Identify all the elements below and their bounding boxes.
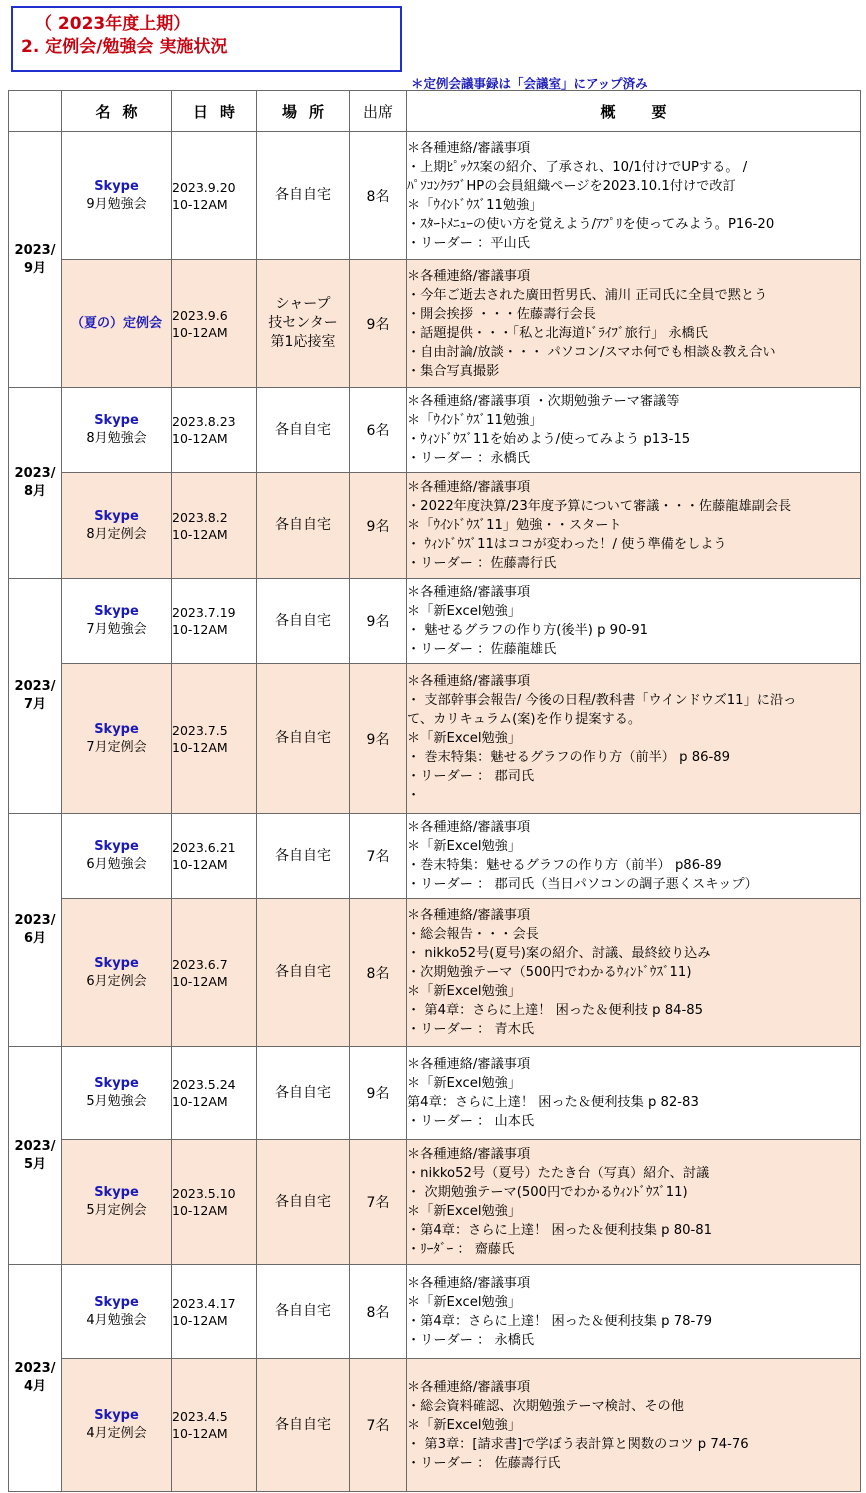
header-summary: 概要 xyxy=(407,91,861,132)
meeting-name-cell xyxy=(62,388,172,473)
place-cell xyxy=(257,814,350,899)
meeting-place: 各自自宅 xyxy=(275,1303,331,1319)
summary-cell xyxy=(407,1265,861,1359)
meeting-name-cell xyxy=(62,1265,172,1359)
summary-cell xyxy=(407,579,861,664)
meeting-name: 8月勉強会 xyxy=(86,431,147,446)
summary-line: ＊各種連絡/審議事項 xyxy=(407,1147,531,1162)
summary-line: 第4章：さらに上達！ 困った＆便利技集 p 82-83 xyxy=(407,1095,699,1110)
meeting-place: 各自自宅 xyxy=(275,847,331,864)
month-cell xyxy=(9,579,62,814)
summary-cell xyxy=(407,1359,861,1492)
meeting-name-cell xyxy=(62,473,172,579)
summary-line: ＊「新Excel勉強」 xyxy=(407,731,522,746)
summary-line: ・ 次期勉強テーマ(500円でわかるｳｨﾝﾄﾞｳｽﾞ11) xyxy=(407,1185,688,1200)
meeting-time: 10-12AM xyxy=(172,431,228,446)
meeting-name: 5月定例会 xyxy=(86,1203,147,1218)
summary-line: ・総会報告・・・会長 xyxy=(407,927,539,942)
table-row xyxy=(9,388,861,473)
meeting-place-line3: 第1応接室 xyxy=(270,334,336,350)
summary-cell xyxy=(407,473,861,579)
summary-line: ・リーダー ： 永橋氏 xyxy=(407,1332,535,1348)
summary-line: ・第4章：さらに上達！ 困った＆便利技集 p 80-81 xyxy=(407,1223,713,1238)
meeting-place: 各自自宅 xyxy=(275,730,331,746)
attendance-cell: 8名 xyxy=(350,899,407,1047)
month-label: 6月 xyxy=(23,931,47,946)
summary-line: ・今年ご逝去された廣田哲男氏、浦川 正司氏に全員で黙とう xyxy=(407,287,768,303)
summary-line: ＊「新Excel勉強」 xyxy=(407,604,522,619)
place-cell xyxy=(257,899,350,1047)
table-row xyxy=(9,1140,861,1265)
meeting-date: 2023.8.2 xyxy=(172,509,228,525)
summary-line: ＊各種連絡/審議事項 xyxy=(407,480,531,495)
skype-label: Skype xyxy=(94,1185,139,1200)
meeting-name: 5月勉強会 xyxy=(86,1094,147,1109)
meeting-place: 各自自宅 xyxy=(275,612,331,629)
meeting-time: 10-12AM xyxy=(172,324,228,340)
month-year: 2023/ xyxy=(14,242,56,258)
summary-line: ・ｽﾀｰﾄﾒﾆｭｰの使い方を覚えよう/ｱﾌﾟﾘを使ってみよう。P16-20 xyxy=(407,216,775,232)
meeting-name: 9月勉強会 xyxy=(86,196,147,212)
summary-line: ・リーダー ： 青木氏 xyxy=(407,1022,535,1037)
table-row xyxy=(9,814,861,899)
table-row xyxy=(9,1359,861,1492)
meeting-place: 各自自宅 xyxy=(275,1193,331,1210)
summary-line: ・ nikko52号(夏号)案の紹介、討議、最終絞り込み xyxy=(407,946,711,961)
attendance-cell: 9名 xyxy=(350,1047,407,1140)
attendance-cell: 9名 xyxy=(350,473,407,579)
summary-line: ・nikko52号（夏号）たたき台（写真）紹介、討議 xyxy=(407,1166,710,1181)
meeting-date: 2023.5.24 xyxy=(172,1077,236,1092)
summary-line: ・リーダー ： 郡司氏（当日パソコンの調子悪くスキップ） xyxy=(407,877,758,892)
summary-line: ＊各種連絡/審議事項 xyxy=(407,1275,531,1291)
report-period-title: （ 2023年度上期） xyxy=(35,14,191,34)
summary-line: ・リーダー ：佐藤壽行氏 xyxy=(407,556,557,571)
datetime-cell xyxy=(172,664,257,814)
skype-label: Skype xyxy=(94,604,139,619)
summary-line: ・ 第3章：[請求書]で学ぼう表計算と関数のコツ p 74-76 xyxy=(407,1436,749,1452)
meeting-name-cell xyxy=(62,579,172,664)
table-row xyxy=(9,1047,861,1140)
summary-line: ・ﾘｰﾀﾞｰ ： 齋藤氏 xyxy=(407,1242,515,1257)
month-year: 2023/ xyxy=(14,913,56,928)
datetime-cell xyxy=(172,899,257,1047)
summary-line: ＊「ｳｲﾝﾄﾞｳｽﾞ11勉強」 xyxy=(407,197,543,213)
summary-line: ＊「新Excel勉強」 xyxy=(407,1204,522,1219)
header-place: 場所 xyxy=(257,91,350,132)
skype-label: Skype xyxy=(94,413,139,428)
meeting-name-cell xyxy=(62,664,172,814)
place-cell xyxy=(257,473,350,579)
meeting-time: 10-12AM xyxy=(172,1426,228,1441)
meeting-name: 6月定例会 xyxy=(86,973,147,989)
summary-line: ・ 第4章：さらに上達！ 困った＆便利技 p 84-85 xyxy=(407,1003,704,1018)
datetime-cell xyxy=(172,473,257,579)
summary-line: ＊「新Excel勉強」 xyxy=(407,1076,522,1091)
month-year: 2023/ xyxy=(14,1361,56,1376)
skype-label: Skype xyxy=(94,721,139,737)
summary-line: ・次期勉強テーマ（500円でわかるｳｨﾝﾄﾞｳｽﾞ11) xyxy=(407,965,692,980)
place-cell xyxy=(257,1359,350,1492)
datetime-cell xyxy=(172,1140,257,1265)
summary-line: ・リーダー ：永橋氏 xyxy=(407,451,530,466)
meeting-name-cell xyxy=(62,1359,172,1492)
skype-label: Skype xyxy=(94,178,139,194)
meeting-date: 2023.7.19 xyxy=(172,605,236,620)
datetime-cell xyxy=(172,132,257,260)
meeting-date: 2023.7.5 xyxy=(172,722,228,738)
meeting-time: 10-12AM xyxy=(172,526,228,542)
meeting-place: 各自自宅 xyxy=(275,421,331,438)
meeting-date: 2023.4.5 xyxy=(172,1409,228,1424)
place-cell xyxy=(257,260,350,388)
summary-cell xyxy=(407,899,861,1047)
summary-cell xyxy=(407,664,861,814)
month-cell xyxy=(9,388,62,579)
meeting-name: 7月勉強会 xyxy=(86,622,147,637)
meeting-place: 各自自宅 xyxy=(275,1084,331,1101)
place-cell xyxy=(257,132,350,260)
summary-line: ・リーダー ： 山本氏 xyxy=(407,1114,535,1129)
summary-cell xyxy=(407,1047,861,1140)
meeting-time: 10-12AM xyxy=(172,973,228,989)
meeting-date: 2023.5.10 xyxy=(172,1186,236,1201)
meeting-time: 10-12AM xyxy=(172,1094,228,1109)
meeting-name-cell xyxy=(62,814,172,899)
summary-line: ＊各種連絡/審議事項 xyxy=(407,1057,531,1072)
place-cell xyxy=(257,1265,350,1359)
summary-line: ＊各種連絡/審議事項 xyxy=(407,585,531,600)
summary-line: ＊各種連絡/審議事項 xyxy=(407,820,531,835)
meeting-time: 10-12AM xyxy=(172,739,228,755)
summary-line: ＊各種連絡/審議事項 xyxy=(407,1379,531,1395)
header-name: 名称 xyxy=(62,91,172,132)
place-cell xyxy=(257,388,350,473)
summary-line: ・ｳｨﾝﾄﾞｳｽﾞ11を始めよう/使ってみよう p13-15 xyxy=(407,432,691,447)
summary-line: ＊各種連絡/審議事項 xyxy=(407,140,531,156)
meeting-place: 各自自宅 xyxy=(275,964,331,980)
month-year: 2023/ xyxy=(14,466,56,481)
month-label: 4月 xyxy=(23,1379,47,1394)
summary-line: ＊「新Excel勉強」 xyxy=(407,1294,522,1310)
place-cell xyxy=(257,1047,350,1140)
meeting-name: 8月定例会 xyxy=(86,526,147,542)
meeting-place-line2: 技センター xyxy=(268,315,338,331)
summary-line: ﾊﾟｿｺﾝｸﾗﾌﾞHPの会員組織ページを2023.10.1付けで改訂 xyxy=(407,178,736,194)
attendance-cell: 7名 xyxy=(350,814,407,899)
summary-line: ・上期ﾋﾟｯｸｽ案の紹介、了承され、10/1付けでUPする。 / xyxy=(407,159,748,175)
summary-line: ・第4章：さらに上達！ 困った＆便利技集 p 78-79 xyxy=(407,1313,713,1329)
attendance-cell: 8名 xyxy=(350,132,407,260)
table-row xyxy=(9,1265,861,1359)
meeting-name-cell xyxy=(62,1140,172,1265)
skype-label: Skype xyxy=(94,1294,139,1310)
meeting-name: 4月勉強会 xyxy=(86,1312,147,1328)
table-row xyxy=(9,579,861,664)
month-label: 7月 xyxy=(23,697,47,712)
summary-line: ・リーダー ：佐藤龍雄氏 xyxy=(407,642,557,657)
summary-line: ・2022年度決算/23年度予算について審議・・・佐藤龍雄副会長 xyxy=(407,499,792,514)
datetime-cell xyxy=(172,260,257,388)
meeting-name-cell xyxy=(62,132,172,260)
summary-cell xyxy=(407,260,861,388)
skype-label: Skype xyxy=(94,955,139,971)
summary-line: ・リーダー ： 郡司氏 xyxy=(407,769,535,784)
datetime-cell xyxy=(172,1265,257,1359)
summary-line: ・ 支部幹事会報告/ 今後の日程/教科書「ウインドウズ11」に沿っ xyxy=(407,693,797,708)
month-cell xyxy=(9,1047,62,1265)
summary-line: て、カリキュラム(案)を作り提案する。 xyxy=(407,712,642,727)
month-label: 9月 xyxy=(23,260,47,276)
meeting-name: （夏の）定例会 xyxy=(70,315,162,331)
summary-line: ・総会資料確認、次期勉強テーマ検討、その他 xyxy=(407,1398,684,1414)
summary-line: ・巻末特集：魅せるグラフの作り方（前半） p86-89 xyxy=(407,858,722,873)
minutes-note: ＊定例会議事録は「会議室」にアップ済み xyxy=(411,76,648,91)
summary-line: ＊各種連絡/審議事項 xyxy=(407,674,531,689)
meeting-place: 各自自宅 xyxy=(275,1416,331,1433)
summary-line: ＊「新Excel勉強」 xyxy=(407,839,522,854)
meeting-date: 2023.6.7 xyxy=(172,956,228,972)
meeting-name: 4月定例会 xyxy=(86,1426,147,1441)
report-title-box xyxy=(11,6,402,72)
meeting-name: 7月定例会 xyxy=(86,739,147,755)
meeting-date: 2023.4.17 xyxy=(172,1295,236,1311)
month-year: 2023/ xyxy=(14,1138,56,1154)
summary-cell xyxy=(407,132,861,260)
meeting-name: 6月勉強会 xyxy=(86,857,147,872)
attendance-cell: 9名 xyxy=(350,664,407,814)
meeting-status-table xyxy=(8,90,861,1492)
month-year: 2023/ xyxy=(14,679,56,694)
summary-line: ＊各種連絡/審議事項 ・次期勉強テーマ審議等 xyxy=(407,394,680,409)
summary-line: ・話題提供・・・「私と北海道ﾄﾞﾗｲﾌﾞ旅行」 永橋氏 xyxy=(407,325,708,341)
month-cell xyxy=(9,132,62,388)
meeting-time: 10-12AM xyxy=(172,1203,228,1218)
table-row xyxy=(9,899,861,1047)
meeting-place: 各自自宅 xyxy=(275,187,331,203)
summary-cell xyxy=(407,814,861,899)
place-cell xyxy=(257,579,350,664)
summary-line: ・リーダー ： 佐藤壽行氏 xyxy=(407,1455,561,1471)
header-blank xyxy=(9,91,62,132)
skype-label: Skype xyxy=(94,1408,139,1423)
meeting-time: 10-12AM xyxy=(172,196,228,212)
summary-line: ＊「新Excel勉強」 xyxy=(407,1417,522,1433)
meeting-name-cell xyxy=(62,899,172,1047)
summary-line: ・ 巻末特集：魅せるグラフの作り方（前半） p 86-89 xyxy=(407,750,731,765)
skype-label: Skype xyxy=(94,839,139,854)
skype-label: Skype xyxy=(94,1076,139,1091)
report-section-title: 2. 定例会/勉強会 実施状況 xyxy=(21,37,228,57)
month-cell xyxy=(9,814,62,1047)
skype-label: Skype xyxy=(94,508,139,524)
meeting-date: 2023.6.21 xyxy=(172,840,236,855)
summary-line: ＊「新Excel勉強」 xyxy=(407,984,522,999)
header-datetime: 日時 xyxy=(172,91,257,132)
meeting-date: 2023.8.23 xyxy=(172,414,236,429)
table-header-row xyxy=(9,91,861,132)
summary-line: ・自由討論/放談・・・ パソコン/スマホ何でも相談＆教え合い xyxy=(407,344,776,360)
attendance-cell: 7名 xyxy=(350,1359,407,1492)
meeting-name-cell xyxy=(62,1047,172,1140)
summary-cell xyxy=(407,1140,861,1265)
place-cell xyxy=(257,664,350,814)
meeting-time: 10-12AM xyxy=(172,857,228,872)
meeting-place: シャープ xyxy=(275,296,331,312)
datetime-cell xyxy=(172,1359,257,1492)
datetime-cell xyxy=(172,388,257,473)
month-cell xyxy=(9,1265,62,1492)
attendance-cell: 8名 xyxy=(350,1265,407,1359)
meeting-time: 10-12AM xyxy=(172,622,228,637)
summary-line: ＊各種連絡/審議事項 xyxy=(407,268,531,284)
summary-line: ＊「ｳｲﾝﾄﾞｳｽﾞ11勉強」 xyxy=(407,413,543,428)
summary-line: ＊各種連絡/審議事項 xyxy=(407,908,531,923)
attendance-cell: 9名 xyxy=(350,579,407,664)
attendance-cell: 9名 xyxy=(350,260,407,388)
meeting-date: 2023.9.20 xyxy=(172,179,236,195)
summary-cell xyxy=(407,388,861,473)
table-row xyxy=(9,473,861,579)
summary-line: ・リーダー ：平山氏 xyxy=(407,235,530,251)
meeting-time: 10-12AM xyxy=(172,1312,228,1328)
table-row xyxy=(9,260,861,388)
meeting-name-cell xyxy=(62,260,172,388)
table-row xyxy=(9,132,861,260)
summary-line: ・ 魅せるグラフの作り方(後半) p 90-91 xyxy=(407,623,648,638)
summary-line: ・集合写真撮影 xyxy=(407,363,500,379)
meeting-place: 各自自宅 xyxy=(275,517,331,533)
meeting-date: 2023.9.6 xyxy=(172,307,228,323)
summary-line: ・開会挨拶 ・・・佐藤壽行会長 xyxy=(407,306,596,322)
month-label: 8月 xyxy=(23,484,47,499)
place-cell xyxy=(257,1140,350,1265)
header-attendance: 出席 xyxy=(350,91,407,132)
table-row xyxy=(9,664,861,814)
attendance-cell: 7名 xyxy=(350,1140,407,1265)
datetime-cell xyxy=(172,814,257,899)
summary-line: ・ ｳｨﾝﾄﾞｳｽﾞ11はココが変わった！/ 使う準備をしよう xyxy=(407,537,727,552)
month-label: 5月 xyxy=(23,1156,47,1172)
attendance-cell: 6名 xyxy=(350,388,407,473)
datetime-cell xyxy=(172,1047,257,1140)
datetime-cell xyxy=(172,579,257,664)
summary-line: ＊「ｳｲﾝﾄﾞｳｽﾞ11」勉強・・スタート xyxy=(407,518,622,533)
summary-line: ・ xyxy=(407,788,421,803)
